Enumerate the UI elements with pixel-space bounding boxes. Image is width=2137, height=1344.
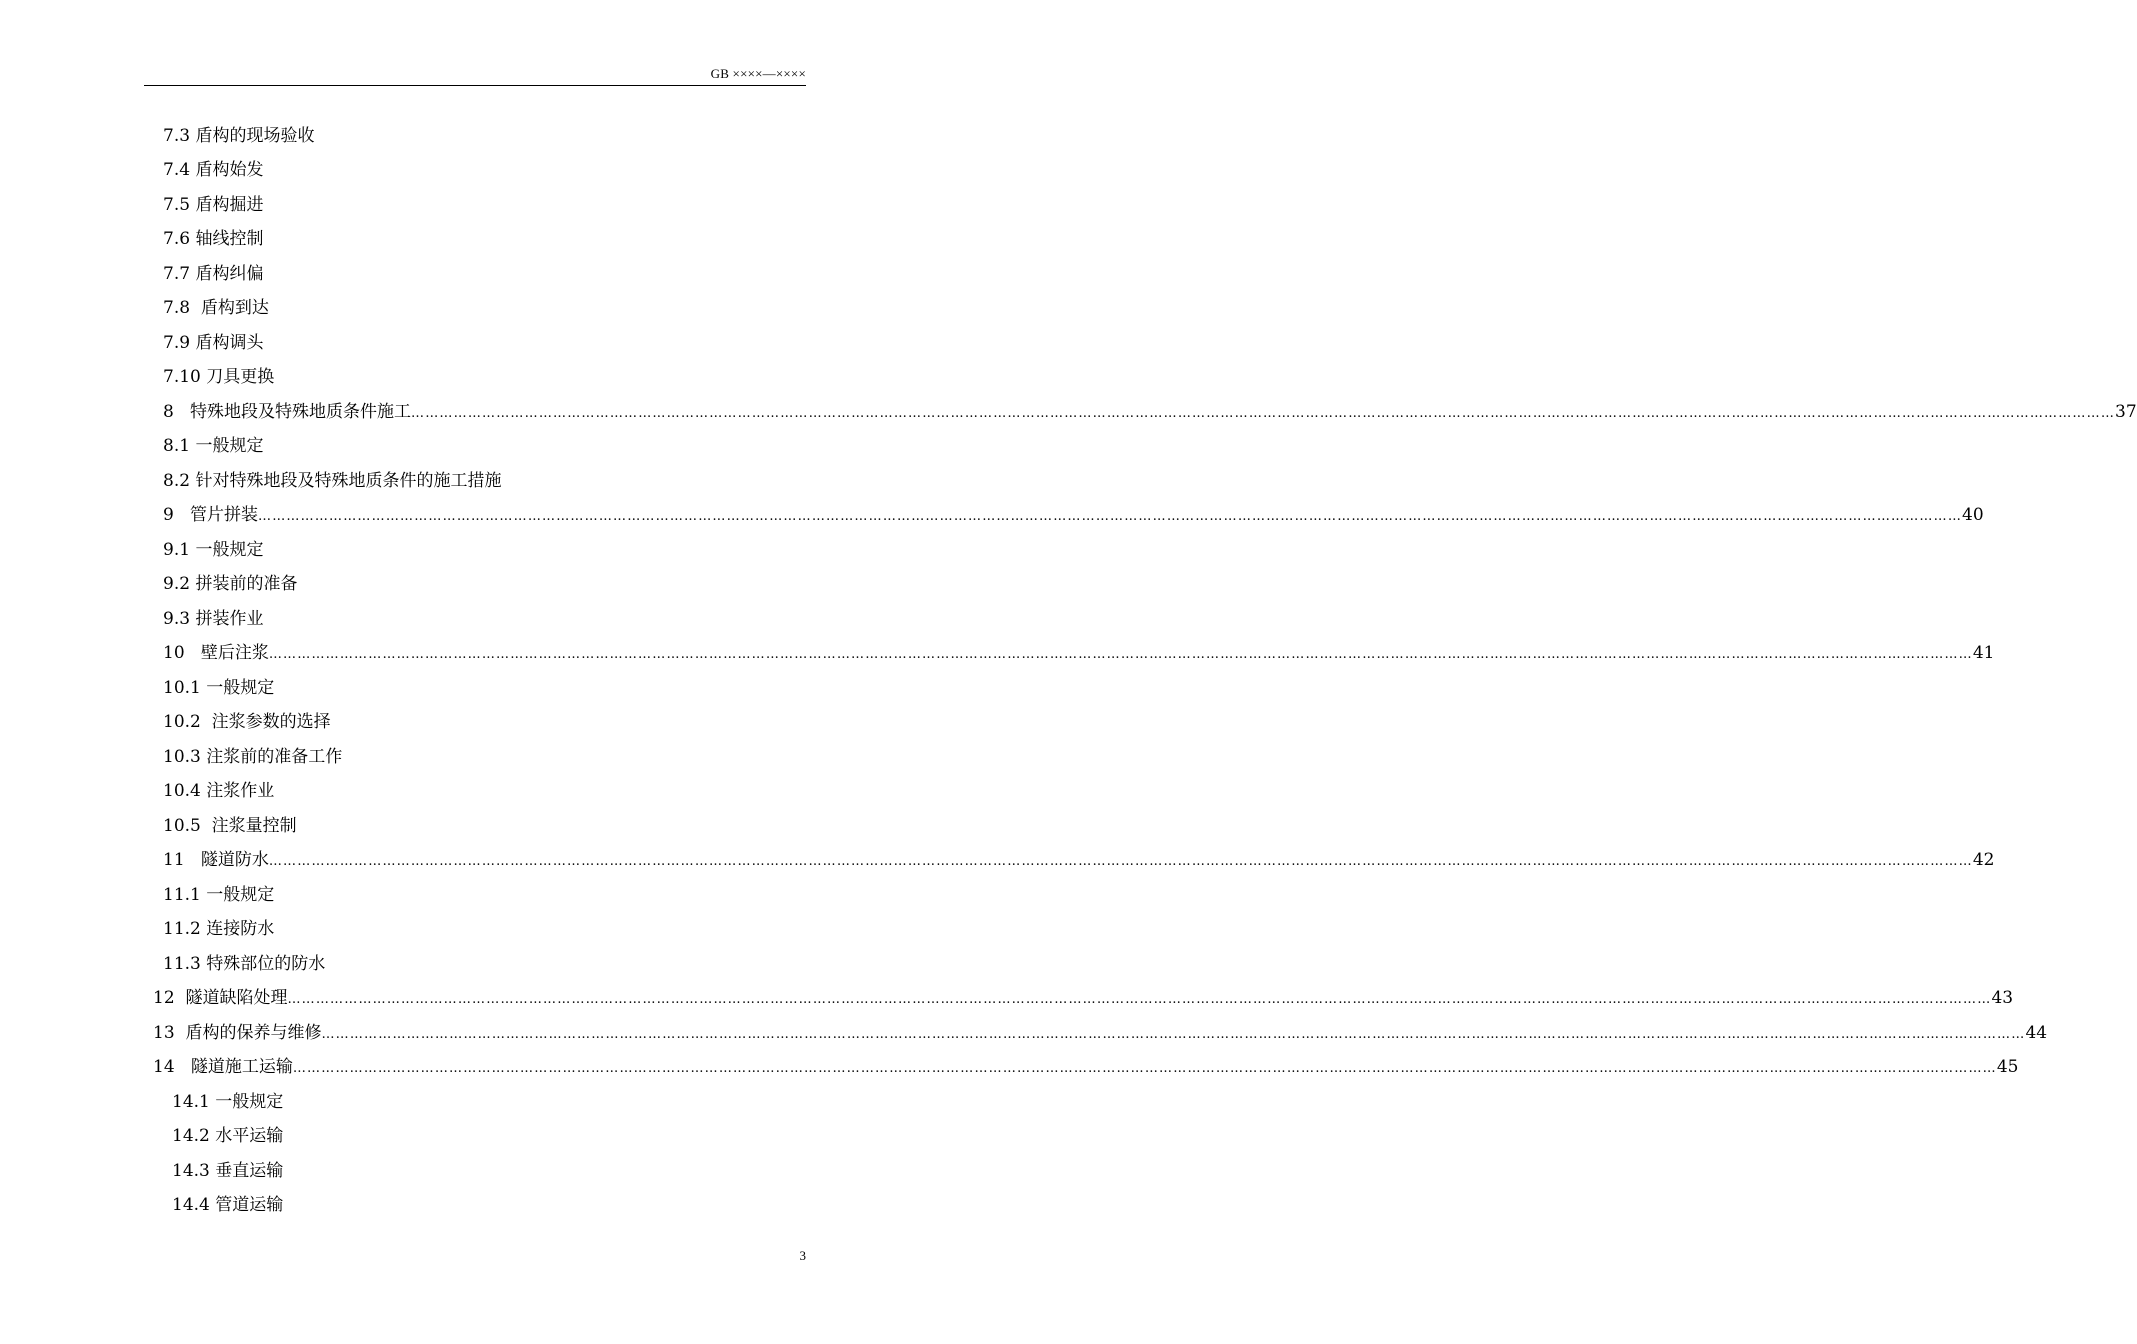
toc-entry-page: 41 [1972, 643, 1995, 663]
toc-entry [163, 572, 297, 596]
toc-entry-label: 12 隧道缺陷处理 [153, 988, 288, 1008]
toc-entry-page: 45 [1996, 1057, 2019, 1077]
toc-dot-leader: ……………………………………………………………………………………………………………………………………………………………………………………………………………………………………………………………………………………………………………………………… [258, 509, 1963, 524]
toc-entry [172, 1159, 283, 1183]
toc-entry [163, 365, 274, 389]
toc-entry-label: 10.4 注浆作业 [163, 781, 275, 801]
toc-entry-page: 42 [1972, 850, 1995, 870]
toc-entry [163, 331, 263, 355]
toc-entry-label: 14.4 管道运输 [172, 1195, 284, 1215]
toc-entry-label: 10 壁后注浆 [163, 643, 269, 663]
toc-dot-leader: ……………………………………………………………………………………………………………………………………………………………………………………………………………………………………………………………………………………………………………………………… [321, 1027, 2026, 1042]
toc-entry-label: 7.4 盾构始发 [163, 160, 264, 180]
toc-entry-label: 11.3 特殊部位的防水 [163, 954, 326, 974]
toc-entry [163, 641, 1995, 665]
toc-entry [163, 814, 297, 838]
toc-entry-label: 7.9 盾构调头 [163, 333, 264, 353]
toc-entry [163, 676, 274, 700]
toc-entry-label: 9.3 拼装作业 [163, 609, 264, 629]
toc-entry-label: 11.2 连接防水 [163, 919, 275, 939]
toc-entry-label: 7.7 盾构纠偏 [163, 264, 264, 284]
toc-entry-label: 7.6 轴线控制 [163, 229, 264, 249]
toc-entry-label: 14.3 垂直运输 [172, 1161, 284, 1181]
toc-entry [163, 538, 263, 562]
toc-entry [163, 883, 274, 907]
toc-entry-label: 10.5 注浆量控制 [163, 816, 297, 836]
toc-entry [163, 779, 274, 803]
toc-entry-page: 43 [1991, 988, 2014, 1008]
toc-dot-leader: ……………………………………………………………………………………………………………………………………………………………………………………………………………………………………………………………………………………………………………………………… [411, 406, 2116, 421]
toc-entry [163, 227, 263, 251]
toc-entry [163, 400, 2137, 424]
toc-entry-label: 10.1 一般规定 [163, 678, 275, 698]
toc-dot-leader: ……………………………………………………………………………………………………………………………………………………………………………………………………………………………………………………………………………………………………………………………… [292, 1061, 1997, 1076]
toc-entry [163, 296, 269, 320]
toc-entry-page: 37 [2115, 402, 2137, 422]
toc-entry [172, 1090, 283, 1114]
toc-entry [163, 745, 342, 769]
toc-entry [163, 848, 1995, 872]
toc-entry-label: 8.2 针对特殊地段及特殊地质条件的施工措施 [163, 471, 502, 491]
toc-entry-label: 13 盾构的保养与维修 [153, 1023, 322, 1043]
toc-entry-label: 9.2 拼装前的准备 [163, 574, 298, 594]
toc-dot-leader: ……………………………………………………………………………………………………………………………………………………………………………………………………………………………………………………………………………………………………………………………… [268, 854, 1973, 869]
toc-entry-label: 7.8 盾构到达 [163, 298, 269, 318]
toc-entry-page: 44 [2025, 1023, 2048, 1043]
toc-entry-label: 8.1 一般规定 [163, 436, 264, 456]
toc-entry-label: 10.3 注浆前的准备工作 [163, 747, 343, 767]
toc-entry-label: 7.3 盾构的现场验收 [163, 126, 315, 146]
header-divider [144, 85, 806, 86]
toc-dot-leader: ……………………………………………………………………………………………………………………………………………………………………………………………………………………………………………………………………………………………………………………………… [287, 992, 1992, 1007]
standard-code: GB ××××—×××× [710, 66, 806, 81]
toc-entry-label: 8 特殊地段及特殊地质条件施工 [163, 402, 412, 422]
toc-entry [163, 952, 325, 976]
toc-entry-label: 9.1 一般规定 [163, 540, 264, 560]
toc-entry [172, 1193, 283, 1217]
toc-entry-label: 7.10 刀具更换 [163, 367, 275, 387]
toc-entry [163, 469, 501, 493]
toc-entry-label: 9 管片拼装 [163, 505, 259, 525]
toc-entry-label: 11.1 一般规定 [163, 885, 275, 905]
toc-entry [163, 710, 331, 734]
toc-entry [163, 607, 263, 631]
toc-entry [163, 262, 263, 286]
toc-entry-label: 14.2 水平运输 [172, 1126, 284, 1146]
toc-entry [163, 434, 263, 458]
toc-entry-label: 11 隧道防水 [163, 850, 269, 870]
toc-entry [163, 503, 1984, 527]
toc-entry [163, 124, 314, 148]
page-number: 3 [799, 1248, 806, 1263]
toc-entry [153, 986, 2014, 1010]
toc-dot-leader: ……………………………………………………………………………………………………………………………………………………………………………………………………………………………………………………………………………………………………………………………… [268, 647, 1973, 662]
toc-entry [163, 158, 263, 182]
toc-entry-label: 10.2 注浆参数的选择 [163, 712, 331, 732]
toc-entry-page: 40 [1962, 505, 1984, 525]
toc-entry-label: 7.5 盾构掘进 [163, 195, 264, 215]
toc-entry [172, 1124, 283, 1148]
toc-entry [163, 917, 274, 941]
toc-entry [153, 1021, 2048, 1045]
toc-entry [153, 1055, 2019, 1079]
toc-entry-label: 14.1 一般规定 [172, 1092, 284, 1112]
toc-entry-label: 14 隧道施工运输 [153, 1057, 293, 1077]
toc-entry [163, 193, 263, 217]
